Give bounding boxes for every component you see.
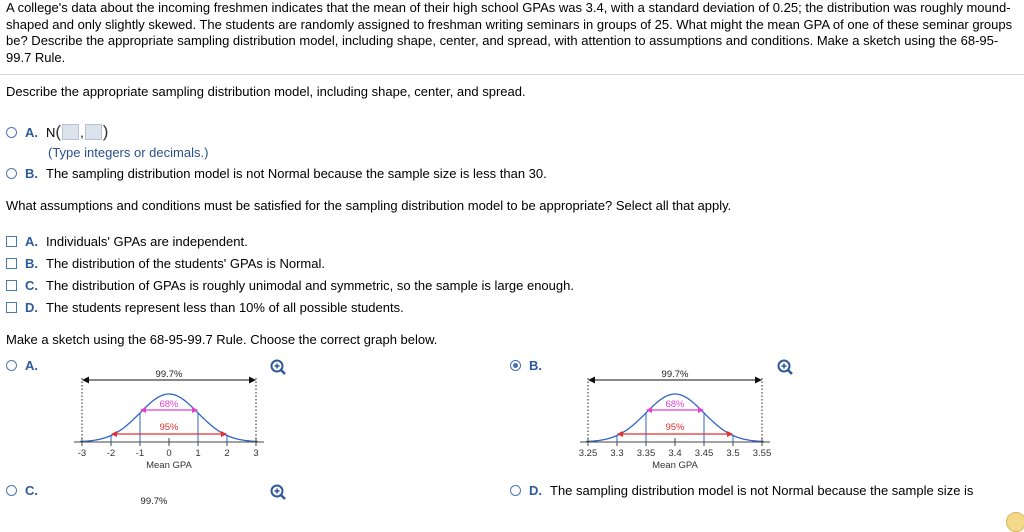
option-letter: C. xyxy=(25,483,38,498)
band-99-7-label-partial: 99.7% xyxy=(140,496,168,507)
option-text: The students represent less than 10% of all possible students. xyxy=(46,300,404,315)
mean-input[interactable] xyxy=(62,124,79,140)
checkbox-c[interactable] xyxy=(6,280,17,291)
sd-input[interactable] xyxy=(85,124,102,140)
question-text: A college's data about the incoming freshmen indicates that the mean of their high school GPAs was 3.4, with a standard deviation of 0.25; the distribution was roughly mound-shaped and only slightly skewed. The students are randomly assigned to freshman writing seminars in groups of 25. What might the mean GPA of one of these seminar groups be? Describe the appropriate sampling distribution model, including shape, center, and spread, with attention to assumptions and conditions. Make a sketch using the 68-95-99.7 Rule. xyxy=(6,0,1013,65)
checkbox-b[interactable] xyxy=(6,258,17,269)
divider xyxy=(0,74,1024,75)
band-95-arrow-left xyxy=(617,431,623,437)
radio-graph-b[interactable] xyxy=(510,360,521,371)
x-tick-label: 3.55 xyxy=(752,448,772,459)
x-tick-label: 3.25 xyxy=(578,448,598,459)
part2-option-b[interactable] xyxy=(6,256,325,271)
x-tick-label: 1 xyxy=(195,448,201,459)
x-tick-label: -2 xyxy=(106,448,116,459)
option-letter: C. xyxy=(25,278,38,293)
graph-option-b[interactable] xyxy=(510,358,550,373)
checkbox-a[interactable] xyxy=(6,236,17,247)
zoom-in-icon[interactable] xyxy=(270,484,286,500)
band-95-arrow-left xyxy=(111,431,117,437)
part2-option-c[interactable] xyxy=(6,278,574,293)
part2-option-d[interactable] xyxy=(6,300,404,315)
band-99-7-arrow-left xyxy=(82,377,89,384)
graph-c-chart-partial xyxy=(130,490,210,523)
radio-a[interactable] xyxy=(6,127,17,138)
option-text: Individuals' GPAs are independent. xyxy=(46,234,248,249)
band-95-arrow-right xyxy=(727,431,733,437)
x-tick-label: -1 xyxy=(135,448,145,459)
option-letter: D. xyxy=(529,483,542,498)
option-letter: A. xyxy=(25,234,38,249)
band-99-7-label: 99.7% xyxy=(661,369,689,380)
band-99-7-arrow-right xyxy=(755,377,762,384)
close-paren: ) xyxy=(102,122,109,141)
part3-prompt: Make a sketch using the 68-95-99.7 Rule. Choose the correct graph below. xyxy=(6,332,438,347)
option-letter: A. xyxy=(25,124,38,140)
x-tick-label: 2 xyxy=(224,448,230,459)
radio-graph-d[interactable] xyxy=(510,485,521,496)
normal-n-label: N xyxy=(46,124,56,140)
open-paren: ( xyxy=(55,122,62,141)
band-95-label: 95% xyxy=(665,422,685,433)
graph-a-chart xyxy=(60,366,280,476)
comma: , xyxy=(80,124,84,140)
option-text: The distribution of the students' GPAs is Normal. xyxy=(46,256,325,271)
option-letter: B. xyxy=(25,256,38,271)
option-text: The sampling distribution model is not Normal because the sample size is less than 30. xyxy=(46,166,547,181)
graph-option-d[interactable] xyxy=(510,483,973,498)
option-letter: D. xyxy=(25,300,38,315)
band-99-7-arrow-left xyxy=(588,377,595,384)
part2-prompt: What assumptions and conditions must be satisfied for the sampling distribution model to be appropriate? Select all that apply. xyxy=(6,198,732,213)
part1-option-b[interactable] xyxy=(6,166,547,181)
radio-b[interactable] xyxy=(6,168,17,179)
part1-prompt: Describe the appropriate sampling distribution model, including shape, center, and spread. xyxy=(6,84,526,99)
x-tick-label: 3.45 xyxy=(694,448,714,459)
part1-option-a[interactable] xyxy=(6,122,108,142)
graph-b-chart xyxy=(566,366,786,476)
option-letter: B. xyxy=(529,358,542,373)
option-text: The distribution of GPAs is roughly unimodal and symmetric, so the sample is large enough. xyxy=(46,278,574,293)
type-hint: (Type integers or decimals.) xyxy=(48,145,209,160)
x-tick-label: 0 xyxy=(166,448,172,459)
x-tick-label: 3.3 xyxy=(610,448,624,459)
help-button[interactable] xyxy=(1006,512,1024,532)
graph-option-c[interactable] xyxy=(6,483,46,498)
x-axis-label: Mean GPA xyxy=(652,460,698,471)
x-tick-label: 3 xyxy=(253,448,259,459)
x-tick-label: -3 xyxy=(77,448,87,459)
part2-option-a[interactable] xyxy=(6,234,248,249)
option-letter: B. xyxy=(25,166,38,181)
band-68-label: 68% xyxy=(665,399,685,410)
band-95-label: 95% xyxy=(159,422,179,433)
radio-graph-a[interactable] xyxy=(6,360,17,371)
band-68-label: 68% xyxy=(159,399,179,410)
x-tick-label: 3.35 xyxy=(636,448,656,459)
band-95-arrow-right xyxy=(221,431,227,437)
band-99-7-label: 99.7% xyxy=(155,369,183,380)
radio-graph-c[interactable] xyxy=(6,485,17,496)
option-text: The sampling distribution model is not Normal because the sample size is xyxy=(550,483,974,498)
checkbox-d[interactable] xyxy=(6,302,17,313)
option-letter: A. xyxy=(25,358,38,373)
graph-option-a[interactable] xyxy=(6,358,46,373)
x-tick-label: 3.5 xyxy=(726,448,740,459)
band-99-7-arrow-right xyxy=(249,377,256,384)
x-axis-label: Mean GPA xyxy=(146,460,192,471)
x-tick-label: 3.4 xyxy=(668,448,682,459)
